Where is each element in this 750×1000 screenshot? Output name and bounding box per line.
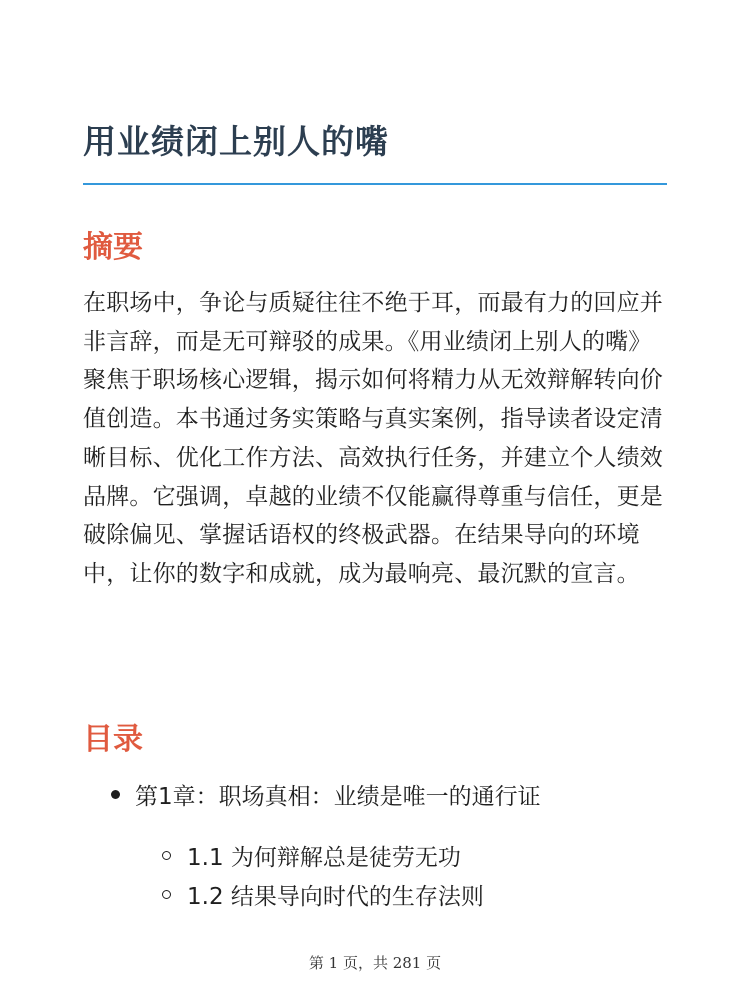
toc-section-item[interactable] xyxy=(0,878,750,918)
book-title: 用业绩闭上别人的嘴 xyxy=(83,122,389,161)
toc-section-label: 1.1 为何辩解总是徒劳无功 xyxy=(187,845,461,871)
toc-chapter-item[interactable] xyxy=(0,778,750,818)
toc-section-label: 1.2 结果导向时代的生存法则 xyxy=(187,884,484,910)
toc-section-item[interactable] xyxy=(0,839,750,879)
abstract-paragraph: 在职场中，争论与质疑往往不绝于耳，而最有力的回应并非言辞，而是无可辩驳的成果。《用业绩闭上别人的嘴》聚焦于职场核心逻辑，揭示如何将精力从无效辩解转向价值创造。本书通过务实策略与真实案例，指导读者设定清晰目标、优化工作方法、高效执行任务，并建立个人绩效品牌。它强调，卓越的业绩不仅能赢得尊重与信任，更是破除偏见、掌握话语权的终极武器。在结果导向的环境中，让你的数字和成就，成为最响亮、最沉默的宣言。 xyxy=(83,290,663,587)
toc-chapter-label: 第1章：职场真相：业绩是唯一的通行证 xyxy=(135,784,541,810)
bullet-disc-icon xyxy=(111,790,120,799)
bullet-circle-icon xyxy=(162,890,171,899)
bullet-circle-icon xyxy=(162,851,171,860)
abstract-heading: 摘要 xyxy=(83,230,143,265)
title-divider xyxy=(83,183,667,185)
table-of-contents xyxy=(0,778,750,910)
toc-heading: 目录 xyxy=(83,722,143,757)
page-number-footer: 第 1 页，共 281 页 xyxy=(308,954,442,972)
